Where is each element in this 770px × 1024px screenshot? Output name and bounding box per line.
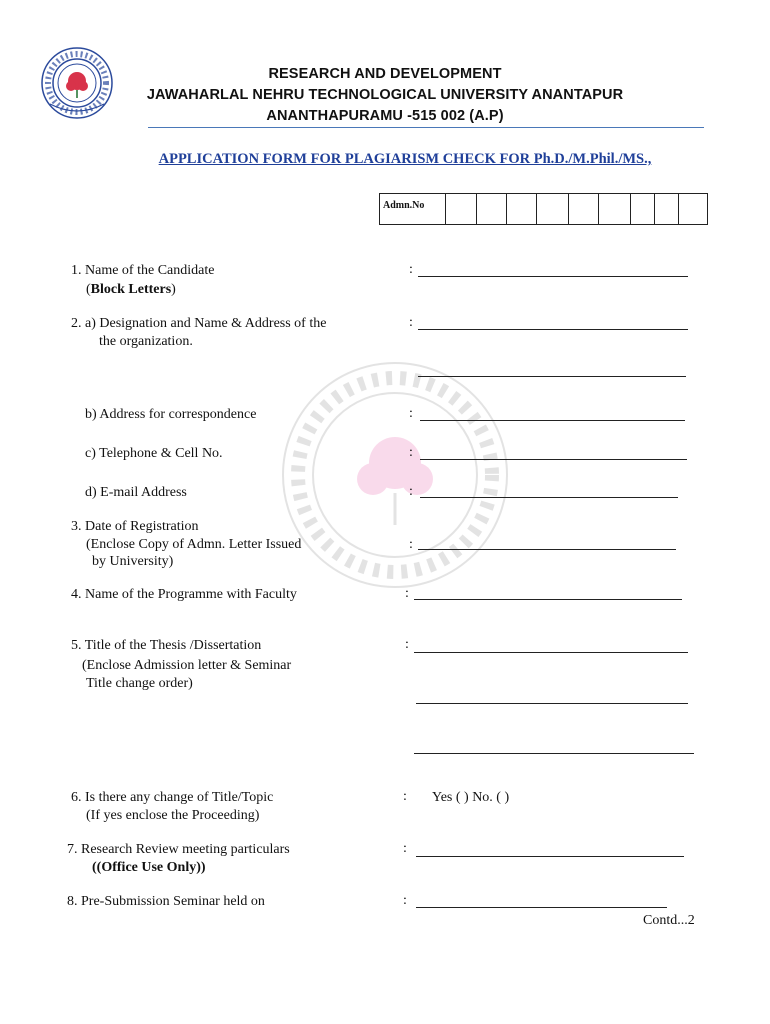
header-line-1: RESEARCH AND DEVELOPMENT xyxy=(268,66,502,82)
header-line-2: JAWAHARLAL NEHRU TECHNOLOGICAL UNIVERSITY ANANTAPUR xyxy=(146,87,624,103)
q2a-label-cont: the organization. xyxy=(99,334,193,349)
q7-office-use: ((Office Use Only)) xyxy=(92,860,206,875)
q2b-colon: : xyxy=(409,406,413,421)
form-title: APPLICATION FORM FOR PLAGIARISM CHECK FOR Ph.D./M.Phil./MS., xyxy=(158,151,652,167)
q2a-answer-line[interactable] xyxy=(418,329,688,330)
q5-answer-line-3[interactable] xyxy=(414,753,694,754)
q3-answer-line[interactable] xyxy=(418,549,676,550)
admn-no-cell[interactable] xyxy=(599,194,631,224)
admn-no-cell[interactable] xyxy=(569,194,599,224)
admn-no-cell[interactable] xyxy=(537,194,569,224)
q1-sub-bold: Block Letters xyxy=(90,282,172,297)
q4-colon: : xyxy=(405,586,409,601)
q2c-label: c) Telephone & Cell No. xyxy=(85,446,223,461)
q2a-label: 2. a) Designation and Name & Address of the xyxy=(71,316,327,331)
q8-colon: : xyxy=(403,893,407,908)
admn-no-box[interactable] xyxy=(379,193,708,225)
q2c-colon: : xyxy=(409,445,413,460)
q8-label: 8. Pre-Submission Seminar held on xyxy=(67,894,265,909)
q7-answer-line[interactable] xyxy=(416,856,684,857)
q6-label-cont: (If yes enclose the Proceeding) xyxy=(86,808,260,823)
q1-answer-line[interactable] xyxy=(418,276,688,277)
q2a-answer-line-2[interactable] xyxy=(418,376,686,377)
q6-label: 6. Is there any change of Title/Topic xyxy=(71,790,274,805)
admn-no-cell[interactable] xyxy=(507,194,537,224)
admn-no-cell[interactable] xyxy=(679,194,707,224)
admn-no-cell[interactable] xyxy=(631,194,655,224)
q2a-colon: : xyxy=(409,315,413,330)
q2c-answer-line[interactable] xyxy=(420,459,687,460)
q1-label: 1. Name of the Candidate xyxy=(71,263,215,278)
q2d-label: d) E-mail Address xyxy=(85,485,187,500)
admn-no-cell[interactable] xyxy=(446,194,477,224)
q5-answer-line-2[interactable] xyxy=(416,703,688,704)
q6-colon: : xyxy=(403,789,407,804)
admn-no-cell[interactable] xyxy=(477,194,507,224)
q3-label-cont-2: by University) xyxy=(92,554,174,569)
admn-no-cell[interactable] xyxy=(655,194,679,224)
q4-label: 4. Name of the Programme with Faculty xyxy=(71,587,297,602)
q2d-answer-line[interactable] xyxy=(420,497,678,498)
q1-colon: : xyxy=(409,262,413,277)
university-watermark xyxy=(275,355,515,675)
header-line-3: ANANTHAPURAMU -515 002 (A.P) xyxy=(266,108,504,124)
q2b-answer-line[interactable] xyxy=(420,420,685,421)
header-rule xyxy=(148,127,704,128)
q5-answer-line[interactable] xyxy=(414,652,688,653)
q2d-colon: : xyxy=(409,484,413,499)
q7-colon: : xyxy=(403,841,407,856)
q5-label-cont: (Enclose Admission letter & Seminar xyxy=(82,658,292,673)
q3-colon: : xyxy=(409,537,413,552)
q5-label: 5. Title of the Thesis /Dissertation xyxy=(71,638,262,653)
q2b-label: b) Address for correspondence xyxy=(85,407,257,422)
q3-label-cont: (Enclose Copy of Admn. Letter Issued xyxy=(86,537,302,552)
admn-no-label: Admn.No xyxy=(380,194,446,224)
q1-sub-label: (Block Letters) xyxy=(86,282,176,297)
q3-label: 3. Date of Registration xyxy=(71,519,199,534)
q5-label-cont-2: Title change order) xyxy=(86,676,193,691)
q4-answer-line[interactable] xyxy=(414,599,682,600)
q8-answer-line[interactable] xyxy=(416,907,667,908)
q7-office-use-text: (Office Use Only) xyxy=(96,860,201,875)
q6-yes-no-options[interactable]: Yes ( ) No. ( ) xyxy=(432,790,510,805)
continued-note: Contd...2 xyxy=(643,913,695,928)
q7-label: 7. Research Review meeting particulars xyxy=(67,842,290,857)
q5-colon: : xyxy=(405,637,409,652)
